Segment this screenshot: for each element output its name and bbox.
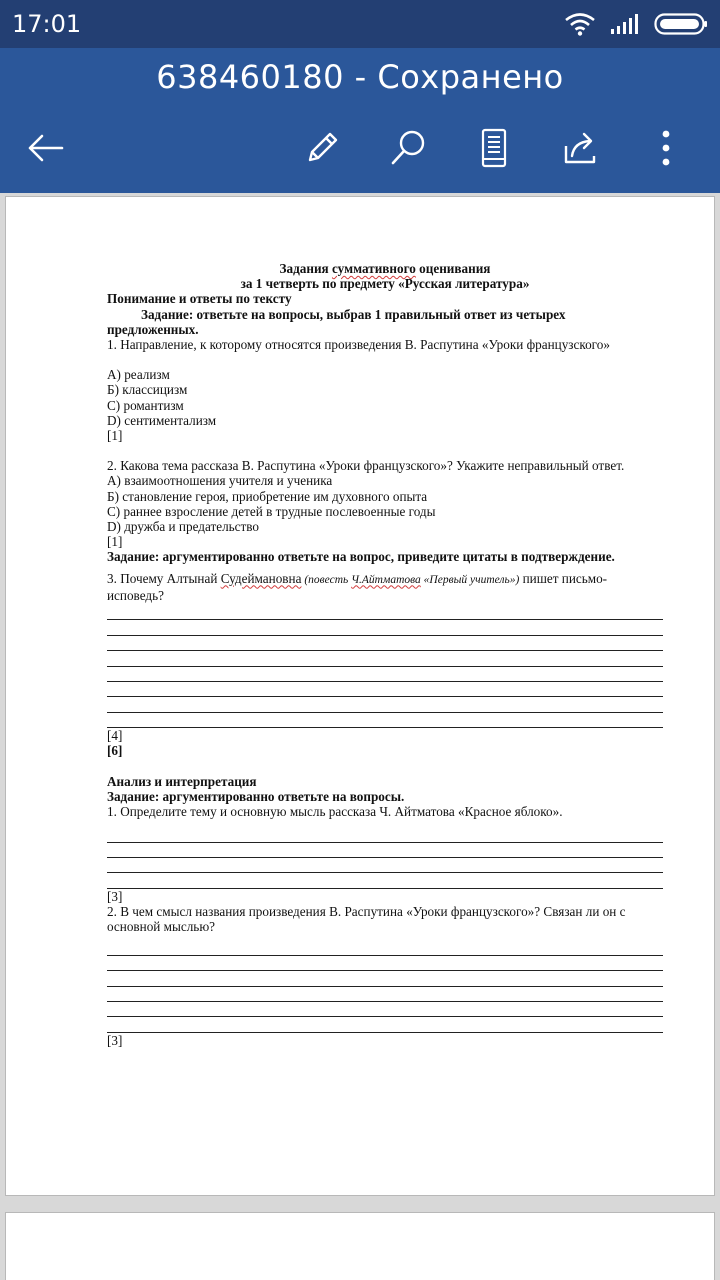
score-label: [4] xyxy=(107,728,123,744)
section-heading: Понимание и ответы по тексту xyxy=(107,291,292,307)
document-page[interactable] xyxy=(5,196,715,1196)
question-1: 1. Направление, к которому относятся произведения В. Распутина «Уроки французского» xyxy=(107,337,610,353)
share-button[interactable] xyxy=(556,124,604,172)
edit-button[interactable] xyxy=(298,124,346,172)
answer-lines xyxy=(107,827,663,889)
signal-icon xyxy=(610,13,640,35)
more-vertical-icon xyxy=(658,128,674,168)
answer-option: A) взаимоотношения учителя и ученика xyxy=(107,473,333,489)
answer-lines xyxy=(107,940,663,1032)
app-bar xyxy=(0,48,720,193)
back-arrow-icon xyxy=(26,132,66,164)
score-label: [3] xyxy=(107,888,123,904)
share-icon xyxy=(560,128,600,168)
task-instruction-cont: предложенных. xyxy=(107,321,199,337)
status-time: 17:01 xyxy=(12,10,82,38)
section-heading: Анализ и интерпретация xyxy=(107,773,257,789)
section-total: [6] xyxy=(107,743,123,759)
question-4: 1. Определите тему и основную мысль рассказа Ч. Айтматова «Красное яблоко». xyxy=(107,804,563,819)
doc-title-line1: Задания суммативного оценивания xyxy=(279,261,491,276)
back-button[interactable] xyxy=(22,124,70,172)
answer-option: A) реализм xyxy=(107,367,170,383)
doc-title-line2: за 1 четверть по предмету «Русская литература» xyxy=(240,276,530,292)
search-icon xyxy=(388,128,428,168)
document-title: 638460180 - Сохранено xyxy=(156,58,564,96)
answer-option: C) раннее взросление детей в трудные послевоенные годы xyxy=(107,503,436,519)
spellcheck-word: суммативного xyxy=(331,261,416,276)
question-2: 2. Какова тема рассказа В. Распутина «Уроки французского»? Укажите неправильный ответ. xyxy=(107,458,625,474)
status-bar xyxy=(0,0,720,48)
mobile-view-button[interactable] xyxy=(470,124,518,172)
answer-option: Б) становление героя, приобретение им духовного опыта xyxy=(107,488,428,504)
next-document-page[interactable] xyxy=(5,1212,715,1280)
answer-option: C) романтизм xyxy=(107,397,184,413)
mobile-view-icon xyxy=(478,128,510,168)
question-5: 2. В чем смысл названия произведения В. Распутина «Уроки французского»? Связан ли он с основной мыслью? xyxy=(107,903,626,935)
spellcheck-word: Судеймановна xyxy=(220,570,302,586)
task-instruction: Задание: аргументированно ответьте на вопросы. xyxy=(107,788,405,804)
answer-option: D) дружба и предательство xyxy=(107,519,260,535)
status-icons xyxy=(564,10,708,38)
battery-icon xyxy=(654,12,708,36)
answer-option: Б) классицизм xyxy=(107,382,188,398)
search-button[interactable] xyxy=(384,124,432,172)
score-label: [1] xyxy=(107,428,123,444)
more-options-button[interactable] xyxy=(642,124,690,172)
answer-lines xyxy=(107,605,663,728)
task-instruction: Задание: ответьте на вопросы, выбрав 1 правильный ответ из четырех xyxy=(141,306,566,322)
document-content xyxy=(107,261,663,1048)
spellcheck-word: Ч.Айтматова xyxy=(351,573,421,586)
question-3: 3. Почему Алтынай Судеймановна (повесть Ч.Айтматова «Первый учитель») пишет письмо-исповедь? xyxy=(107,570,608,603)
wifi-icon xyxy=(564,12,596,36)
answer-option: D) сентиментализм xyxy=(107,412,217,428)
pencil-icon xyxy=(302,128,342,168)
score-label: [1] xyxy=(107,534,123,550)
task-instruction: Задание: аргументированно ответьте на вопрос, приведите цитаты в подтверждение. xyxy=(107,549,615,565)
score-label: [3] xyxy=(107,1032,123,1048)
